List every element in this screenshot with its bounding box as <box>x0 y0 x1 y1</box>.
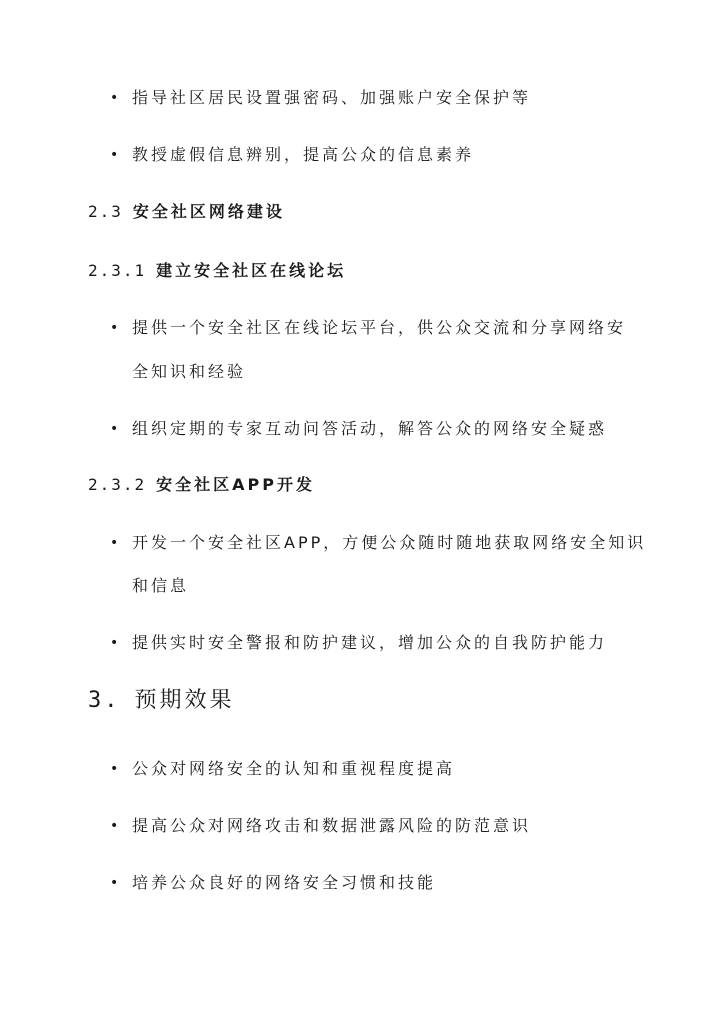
bullet: • <box>110 421 119 437</box>
list-item-text: 公众对网络安全的认知和重视程度提高 <box>132 759 456 778</box>
bullet: • <box>110 875 119 891</box>
list-item-text: 提供一个安全社区在线论坛平台，供公众交流和分享网络安 <box>132 318 627 337</box>
bullet: • <box>110 320 119 336</box>
bullet: • <box>110 535 119 551</box>
section-title: 安全社区APP开发 <box>156 475 316 494</box>
section-heading-2-3-1 <box>88 260 346 282</box>
bullet: • <box>110 818 119 834</box>
list-item-text: 组织定期的专家互动问答活动，解答公众的网络安全疑惑 <box>132 419 608 438</box>
section-number: 2.3.1 <box>88 261 147 280</box>
list-item-text: 提供实时安全警报和防护建议，增加公众的自我防护能力 <box>132 633 608 652</box>
section-title: 预期效果 <box>134 688 235 713</box>
section-number: 3. <box>88 688 121 713</box>
list-item-text: 开发一个安全社区APP，方便公众随时随地获取网络安全知识 <box>132 533 647 552</box>
section-number: 2.3 <box>88 202 123 221</box>
list-item-text: 全知识和经验 <box>132 362 247 381</box>
section-number: 2.3.2 <box>88 475 147 494</box>
section-heading-2-3 <box>88 201 285 223</box>
section-title: 建立安全社区在线论坛 <box>156 261 347 280</box>
bullet: • <box>110 90 119 106</box>
bullet: • <box>110 761 119 777</box>
bullet: • <box>110 147 119 163</box>
section-heading-2-3-2 <box>88 474 315 496</box>
section-heading-3 <box>88 687 235 715</box>
list-item-text: 和信息 <box>132 576 190 595</box>
list-item-text: 教授虚假信息辨别，提高公众的信息素养 <box>132 145 475 164</box>
list-item-text: 指导社区居民设置强密码、加强账户安全保护等 <box>132 88 532 107</box>
section-title: 安全社区网络建设 <box>132 202 285 221</box>
bullet: • <box>110 635 119 651</box>
list-item-text: 提高公众对网络攻击和数据泄露风险的防范意识 <box>132 816 532 835</box>
list-item-text: 培养公众良好的网络安全习惯和技能 <box>132 873 437 892</box>
